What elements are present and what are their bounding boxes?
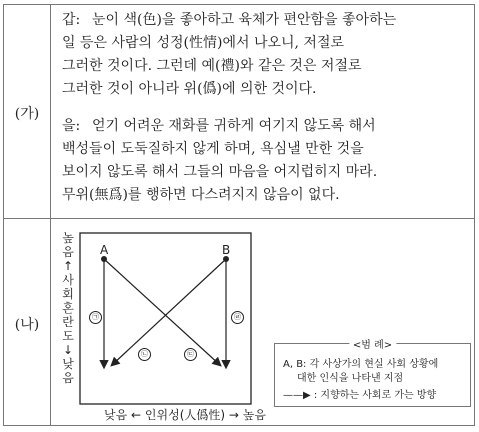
eul-line-4: 무위(無爲)를 행하면 다스려지지 않음이 없다.: [62, 187, 340, 203]
row-label-na: (나): [14, 317, 40, 333]
arrow-label-2: ㉡: [138, 348, 151, 361]
gap-line-4: 그러한 것이 아니라 위(僞)에 의한 것이다.: [62, 81, 317, 97]
legend-line-3: ——▶ : 지향하는 사회로 가는 방향: [283, 390, 437, 401]
gap-line-2: 일 등은 사람의 성정(性情)에서 나오니, 저절로: [62, 35, 345, 51]
legend-box: [274, 340, 471, 407]
arrow-2-line: [112, 259, 226, 365]
legend-title: <범 례>: [349, 336, 396, 351]
legend-line-2: 대한 인식을 나타낸 지점: [297, 373, 404, 384]
point-a-label: A: [100, 243, 109, 257]
y-axis-label: 높 음 ↑ 사 회 혼 란 도 ↓ 낮 음: [62, 231, 74, 385]
eul-line-2: 백성들이 도둑질하지 않게 하며, 욕심낼 만한 것을: [62, 141, 364, 157]
arrow-label-4: ㉣: [231, 311, 244, 324]
point-b-label: B: [222, 243, 231, 257]
x-axis-label: 낮음 ← 인위성(人僞性) → 높음: [104, 408, 266, 422]
speaker-eul: 을:: [62, 118, 81, 134]
gap-line-3: 그러한 것이다. 그런데 예(禮)와 같은 것은 저절로: [62, 58, 362, 74]
arrow-3-line: [104, 259, 220, 365]
arrow-label-3: ㉢: [184, 348, 197, 361]
eul-line-3: 보이지 않도록 해서 그들의 마음을 어지럽히지 마라.: [62, 164, 378, 180]
row-label-ga: (가): [14, 106, 40, 122]
speaker-gap: 갑:: [62, 12, 81, 28]
arrow-label-1: ㉠: [89, 311, 102, 324]
question-table: [3, 4, 475, 426]
eul-line-1: 얻기 어려운 재화를 귀하게 여기지 않도록 해서: [92, 118, 376, 134]
legend-line-1: A, B: 각 사상가의 현실 사회 상황에: [283, 359, 439, 370]
gap-line-1: 눈이 색(色)을 좋아하고 육체가 편안함을 좋아하는: [92, 12, 397, 28]
